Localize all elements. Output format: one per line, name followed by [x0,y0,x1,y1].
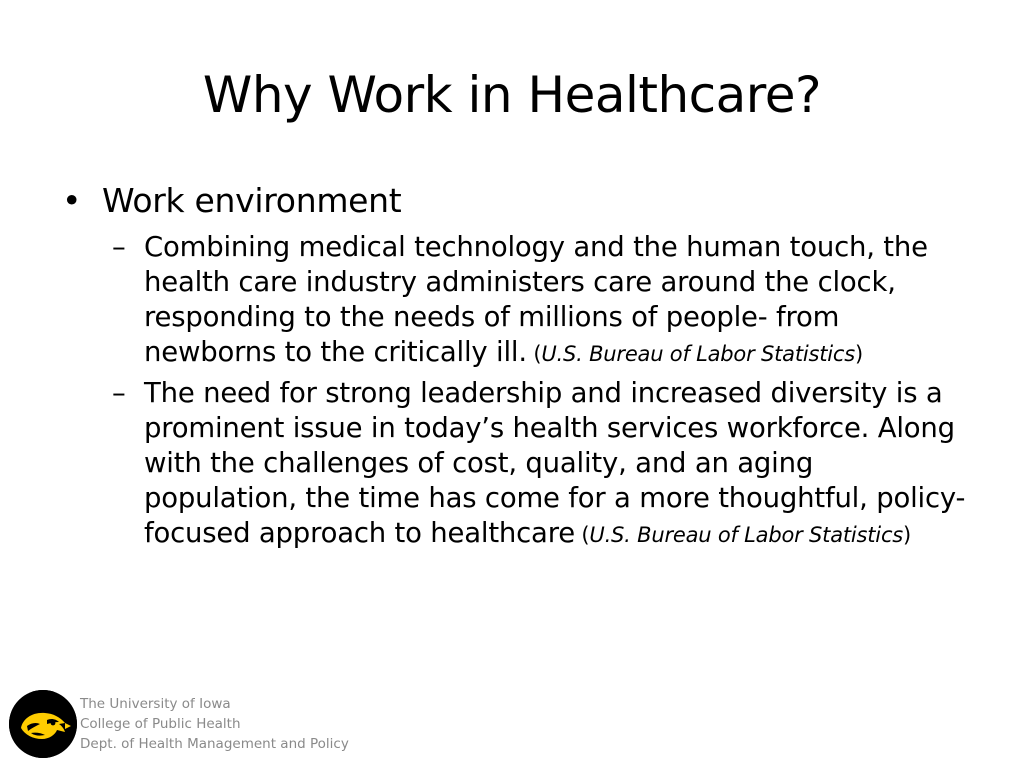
dash-icon: – [112,377,126,409]
sub-bullet-1 [112,230,974,370]
footer-department: Dept. of Health Management and Policy [80,736,349,752]
citation [575,523,911,547]
bullet-text: Work environment [102,181,402,220]
citation [527,342,863,366]
footer-text [80,694,349,754]
hawkeye-logo-graphic [9,690,77,758]
slide-title: Why Work in Healthcare? [202,66,822,124]
citation-source: U.S. Bureau of Labor Statistics [589,523,904,547]
footer-university: The University of Iowa [80,696,231,712]
citation-open: ( [526,342,542,366]
citation-open: ( [574,523,590,547]
citation-source: U.S. Bureau of Labor Statistics [541,342,855,366]
sub-bullet-text: Combining medical technology and the human touch, the health care industry administers care around the clock, responding to the needs of millions of people- from newborns to the critically ill. [144,231,928,368]
bullet-icon: • [62,181,82,220]
sub-bullet-text: The need for strong leadership and increased diversity is a prominent issue in today’s health services workforce. Along with the challenges of cost, quality, and an aging population, the time has come for a more thoughtful, policy-focused approach to healthcare [144,377,966,549]
slide-body [60,178,980,551]
dash-icon: – [112,231,126,263]
citation-close: ) [854,342,863,366]
footer-college: College of Public Health [80,716,241,732]
sub-bullet-2 [112,376,974,551]
citation-close: ) [903,523,912,547]
hawkeye-logo-icon [9,690,77,758]
bullet-work-environment [60,178,980,224]
